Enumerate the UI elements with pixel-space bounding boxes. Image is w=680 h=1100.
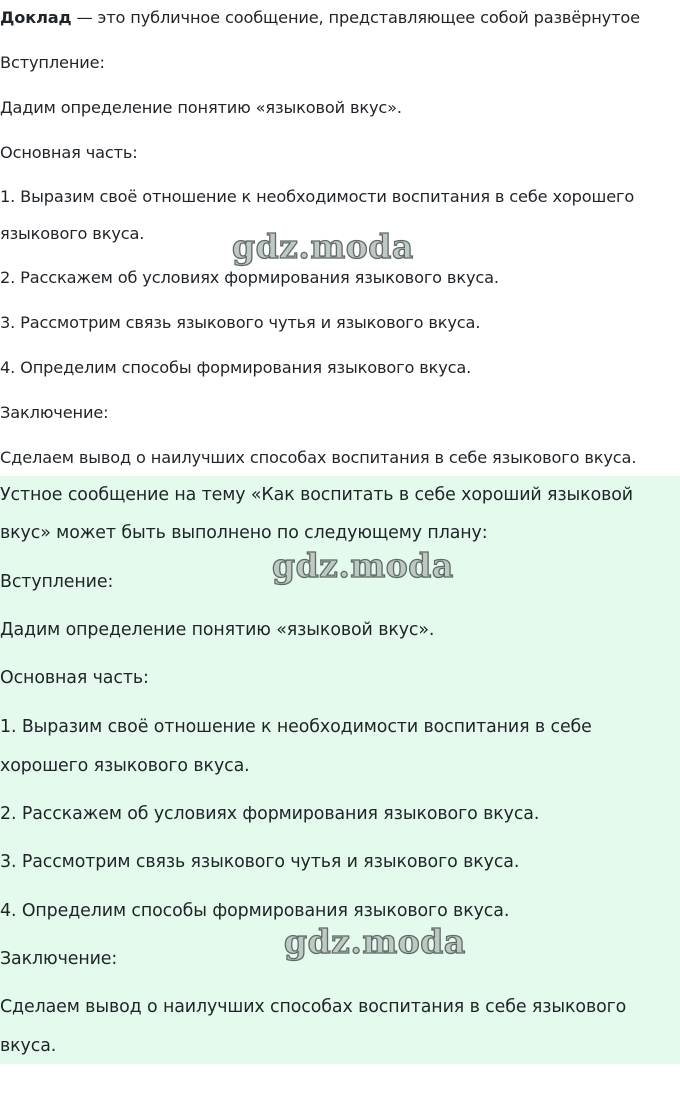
answer-line: 4. Определим способы формирования языкового вкуса. (0, 901, 510, 921)
term-doklad: Доклад (0, 8, 72, 27)
answer-line: Сделаем вывод о наилучших способах воспитания в себе языкового (0, 997, 627, 1017)
definition-line (0, 10, 640, 26)
plan-heading-main: Основная часть: (0, 143, 138, 162)
watermark-logo: gdz.moda (272, 546, 454, 585)
answer-line: вкус» может быть выполнено по следующему плану: (0, 523, 488, 543)
answer-heading-conclusion: Заключение: (0, 949, 118, 969)
answer-line: Устное сообщение на тему «Как воспитать в себе хороший языковой (0, 485, 634, 505)
answer-line: хорошего языкового вкуса. (0, 756, 250, 776)
plan-item: 1. Выразим своё отношение к необходимости воспитания в себе хорошего (0, 187, 635, 206)
watermark-logo: gdz.moda (232, 227, 414, 266)
answer-line: 1. Выразим своё отношение к необходимости воспитания в себе (0, 717, 592, 737)
answer-line: 3. Рассмотрим связь языкового чутья и языкового вкуса. (0, 852, 520, 872)
watermark-logo: gdz.moda (284, 922, 466, 961)
answer-line: 2. Расскажем об условиях формирования языкового вкуса. (0, 804, 540, 824)
plan-heading-conclusion: Заключение: (0, 403, 109, 422)
definition-text: — это публичное сообщение, представляющее собой развёрнутое (71, 8, 640, 27)
answer-line: вкуса. (0, 1036, 57, 1056)
answer-heading-intro: Вступление: (0, 572, 114, 592)
plan-item-continuation: языкового вкуса. (0, 224, 145, 243)
plan-item: Сделаем вывод о наилучших способах воспитания в себе языкового вкуса. (0, 448, 637, 467)
answer-heading-main: Основная часть: (0, 668, 149, 688)
plan-item: 4. Определим способы формирования языкового вкуса. (0, 358, 472, 377)
answer-line: Дадим определение понятию «языковой вкус». (0, 620, 435, 640)
plan-item: 3. Рассмотрим связь языкового чутья и языкового вкуса. (0, 313, 481, 332)
plan-item: Дадим определение понятию «языковой вкус». (0, 98, 402, 117)
plan-item: 2. Расскажем об условиях формирования языкового вкуса. (0, 268, 499, 287)
plan-heading-intro: Вступление: (0, 53, 105, 72)
